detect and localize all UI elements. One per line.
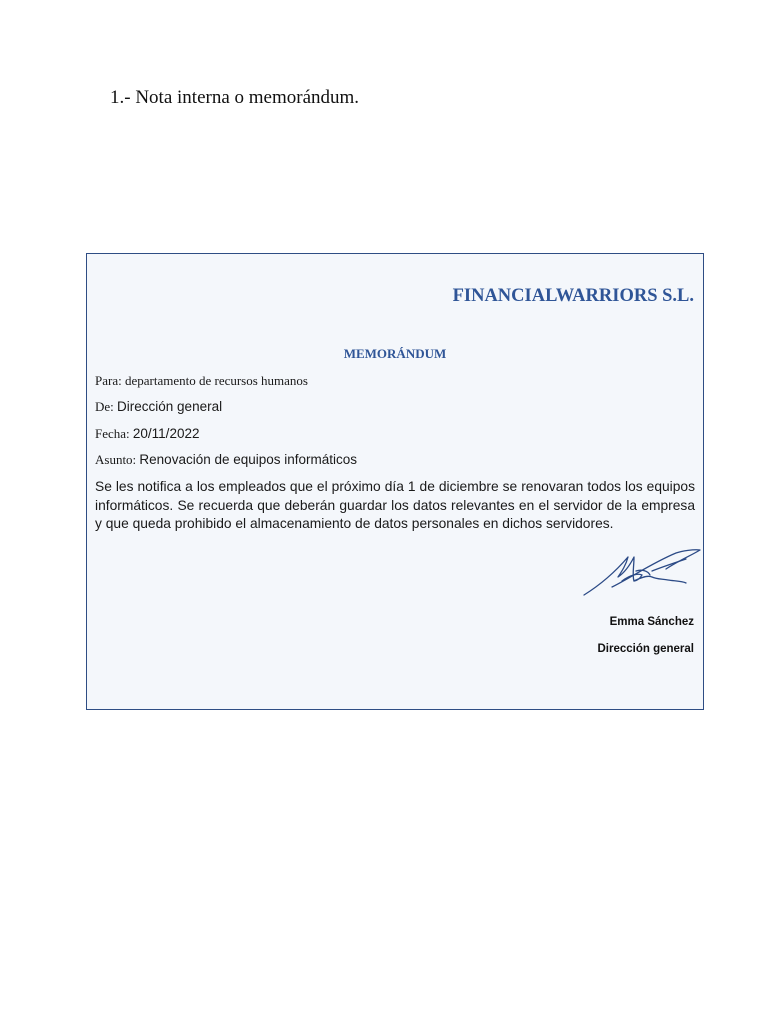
signature-image [582,547,702,599]
signer-role: Dirección general [597,643,694,655]
memo-body: Se les notifica a los empleados que el próximo día 1 de diciembre se renovaran todos los equipos informáticos. Se recuerda que deberán guardar los datos relevantes en el servidor de la empresa y que queda prohibido el almacenamiento de datos personales en dichos servidores. [95,479,695,531]
memo-to-value: departamento de recursos humanos [124,373,308,388]
memo-date-value: 20/11/2022 [132,426,200,441]
memo-subject-field [95,452,357,468]
signer-name: Emma Sánchez [609,616,694,628]
memo-subject-value: Renovación de equipos informáticos [139,452,358,467]
memo-from-value: Dirección general [117,399,223,414]
memo-to-label: Para: [95,373,122,388]
memo-subject-label: Asunto: [95,452,137,467]
memo-from-label: De: [95,399,114,414]
memo-to-field [95,373,308,389]
page-heading: 1.- Nota interna o memorándum. [110,87,360,108]
memo-card [86,253,704,710]
memo-date-field [95,426,199,442]
memo-from-field [95,399,222,415]
company-name: FINANCIALWARRIORS S.L. [452,286,694,306]
memo-date-label: Fecha: [95,426,130,441]
memo-title: MEMORÁNDUM [343,346,447,361]
